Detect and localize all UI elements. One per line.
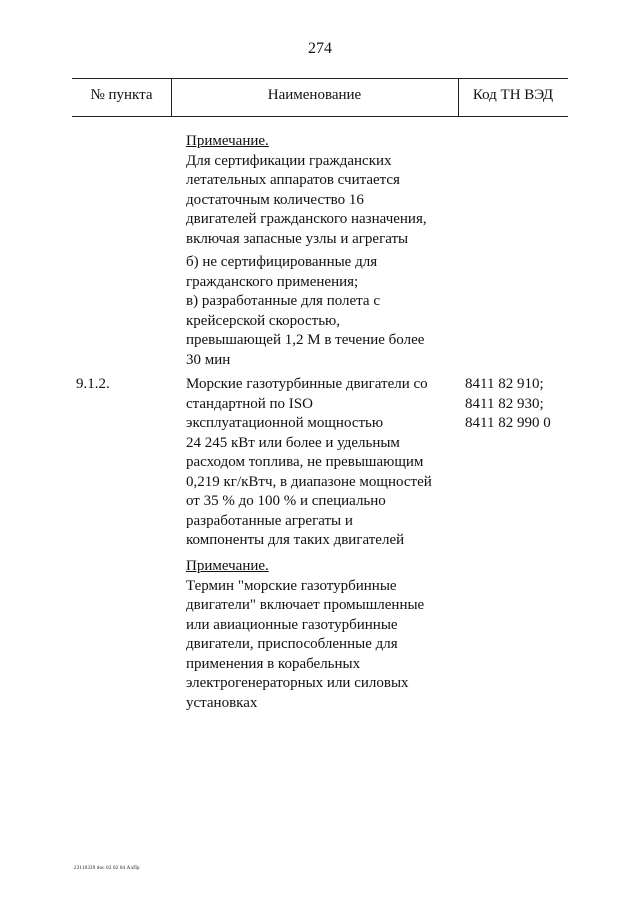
note-line: двигатели, приспособленные для <box>186 636 398 652</box>
footer-document-id: 23110339 doc 02 02 04 АлПр <box>74 866 140 871</box>
table-top-rule <box>72 78 568 79</box>
note-title: Примечание. <box>186 558 269 574</box>
header-name: Наименование <box>267 87 362 103</box>
row-name-line: 24 245 кВт или более и удельным <box>186 434 400 451</box>
row-name-line: Морские газотурбинные двигатели со <box>186 376 428 392</box>
row-name-line: разработанные агрегаты и <box>186 512 353 529</box>
row-name-line: расходом топлива, не превышающим <box>186 454 424 470</box>
note-line: Для сертификации гражданских <box>186 152 392 169</box>
code-line: 8411 82 910; <box>465 376 544 392</box>
row-name-line: стандартной по ISO <box>186 395 313 412</box>
note-2 <box>186 557 424 713</box>
row-name-line: от 35 % до 100 % и специально <box>186 493 386 509</box>
code-line: 8411 82 990 0 <box>465 415 551 431</box>
note-line: или авиационные газотурбинные <box>186 616 398 633</box>
code-line: 8411 82 930; <box>465 395 544 412</box>
table-header-bottom-rule <box>72 116 568 117</box>
row-name <box>186 375 432 551</box>
list-line: 30 мин <box>186 351 231 368</box>
page-number: 274 <box>308 40 332 57</box>
note-title: Примечание. <box>186 133 269 149</box>
note-line: применения в корабельных <box>186 655 361 672</box>
header-item-number: № пункта <box>90 87 153 103</box>
header-code: Код ТН ВЭД <box>472 87 554 103</box>
list-line: в) разработанные для полета с <box>186 293 380 309</box>
row-name-line: эксплуатационной мощностью <box>186 415 384 431</box>
note-line: двигатели" включает промышленные <box>186 597 425 613</box>
list-line: превышающей 1,2 М в течение более <box>186 332 425 348</box>
note-line: двигателей гражданского назначения, <box>186 211 427 227</box>
row-name-line: компоненты для таких двигателей <box>186 532 405 548</box>
row-number: 9.1.2. <box>76 376 110 392</box>
list-items-b-v <box>186 253 424 370</box>
row-codes <box>465 375 551 434</box>
note-line: летательных аппаратов считается <box>186 172 400 188</box>
note-line: включая запасные узлы и агрегаты <box>186 230 409 247</box>
list-line: б) не сертифицированные для <box>186 254 378 270</box>
note-line: электрогенераторных или силовых <box>186 675 409 691</box>
list-line: гражданского применения; <box>186 273 359 290</box>
note-line: установках <box>186 694 258 711</box>
row-name-line: 0,219 кг/кВтч, в диапазоне мощностей <box>186 473 432 490</box>
list-line: крейсерской скоростью, <box>186 312 340 329</box>
note-1 <box>186 132 427 249</box>
note-line: Термин "морские газотурбинные <box>186 577 397 594</box>
note-line: достаточным количество 16 <box>186 191 364 208</box>
